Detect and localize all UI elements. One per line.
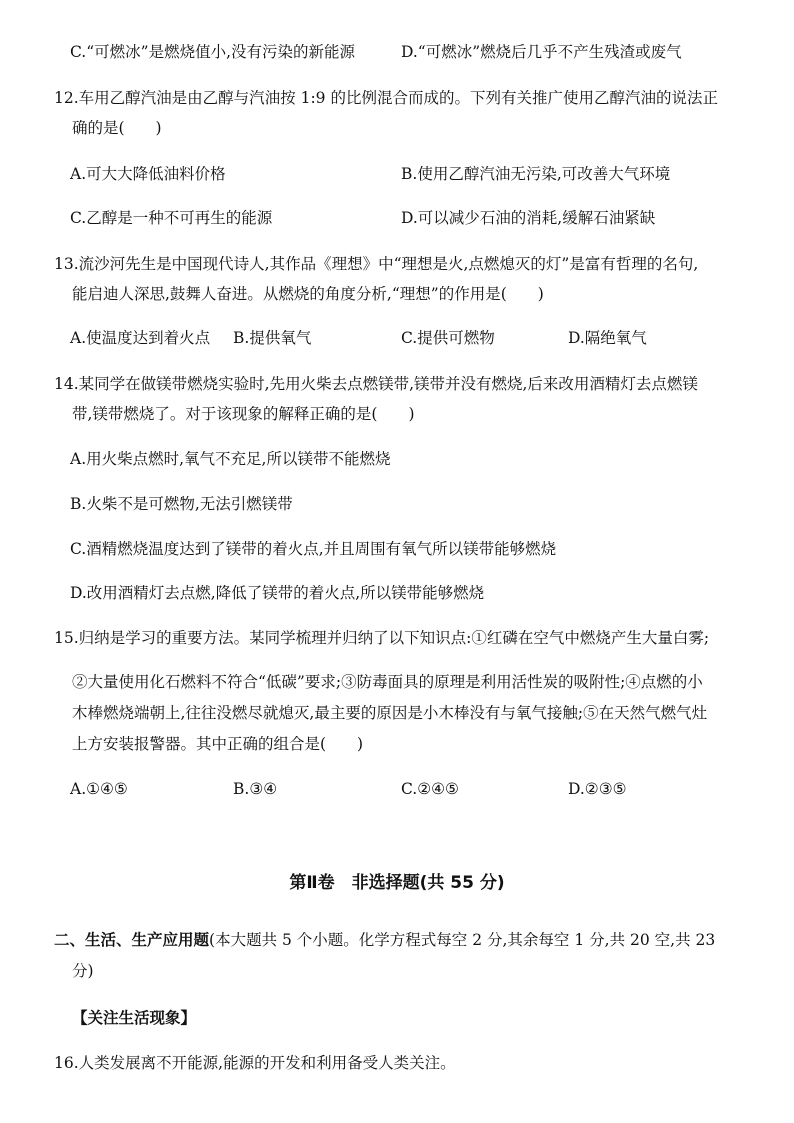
q14-option-d: D.改用酒精灯去点燃,降低了镁带的着火点,所以镁带能够燃烧: [70, 584, 485, 602]
q15-stem-line4: 上方安装报警器。其中正确的组合是( ): [72, 735, 364, 753]
q15-option-c: C.②④⑤: [401, 780, 459, 798]
q15-option-b: B.③④: [233, 780, 278, 798]
q14-option-b: B.火柴不是可燃物,无法引燃镁带: [70, 495, 293, 513]
part-2-title: 第Ⅱ卷 非选择题(共 55 分): [289, 873, 505, 893]
q13-option-c: C.提供可燃物: [401, 329, 495, 347]
q13-stem-line1: 13.流沙河先生是中国现代诗人,其作品《理想》中“理想是火,点燃熄灭的灯”是富有哲理的名句,: [54, 255, 699, 273]
q11-option-d: D.“可燃冰”燃烧后几乎不产生残渣或废气: [401, 43, 682, 61]
q13-option-a: A.使温度达到着火点: [70, 329, 211, 347]
q15-stem-line3: 木棒燃烧端朝上,往往没燃尽就熄灭,最主要的原因是小木棒没有与氧气接触;⑤在天然气燃气灶: [72, 704, 708, 722]
q14-option-c: C.酒精燃烧温度达到了镁带的着火点,并且周围有氧气所以镁带能够燃烧: [70, 540, 557, 558]
q15-option-a: A.①④⑤: [70, 780, 128, 798]
q16-stem-line1: 16.人类发展离不开能源,能源的开发和利用备受人类关注。: [54, 1054, 456, 1072]
q11-option-c: C.“可燃冰”是燃烧值小,没有污染的新能源: [70, 43, 356, 61]
section-2-heading: 二、生活、生产应用题: [54, 931, 210, 949]
section-2-description: (本大题共 5 个小题。化学方程式每空 2 分,其余每空 1 分,共 20 空,共 23: [209, 931, 716, 949]
q12-option-d: D.可以减少石油的消耗,缓解石油紧缺: [401, 209, 656, 227]
q12-option-a: A.可大大降低油料价格: [70, 165, 226, 183]
section-2-heading-line: [54, 929, 715, 951]
q13-stem-line2: 能启迪人深思,鼓舞人奋进。从燃烧的角度分析,“理想”的作用是( ): [72, 285, 544, 303]
q15-option-d: D.②③⑤: [568, 780, 627, 798]
q13-option-b: B.提供氧气: [233, 329, 312, 347]
q15-stem-line2: ②大量使用化石燃料不符合“低碳”要求;③防毒面具的原理是利用活性炭的吸附性;④点燃的小: [72, 673, 703, 691]
subsection-title: 【关注生活现象】: [72, 1009, 197, 1027]
q12-stem-line2: 确的是( ): [72, 119, 162, 137]
q13-option-d: D.隔绝氧气: [568, 329, 647, 347]
section-2-description-cont: 分): [72, 962, 94, 980]
q12-option-b: B.使用乙醇汽油无污染,可改善大气环境: [401, 165, 671, 183]
q12-option-c: C.乙醇是一种不可再生的能源: [70, 209, 273, 227]
q12-stem-line1: 12.车用乙醇汽油是由乙醇与汽油按 1:9 的比例混合而成的。下列有关推广使用乙醇汽油的说法正: [54, 89, 718, 107]
q14-stem-line1: 14.某同学在做镁带燃烧实验时,先用火柴去点燃镁带,镁带并没有燃烧,后来改用酒精灯去点燃镁: [54, 375, 698, 393]
q14-stem-line2: 带,镁带燃烧了。对于该现象的解释正确的是( ): [72, 405, 415, 423]
q15-stem-line1: 15.归纳是学习的重要方法。某同学梳理并归纳了以下知识点:①红磷在空气中燃烧产生大量白雾;: [54, 629, 710, 647]
q14-option-a: A.用火柴点燃时,氧气不充足,所以镁带不能燃烧: [70, 450, 391, 468]
